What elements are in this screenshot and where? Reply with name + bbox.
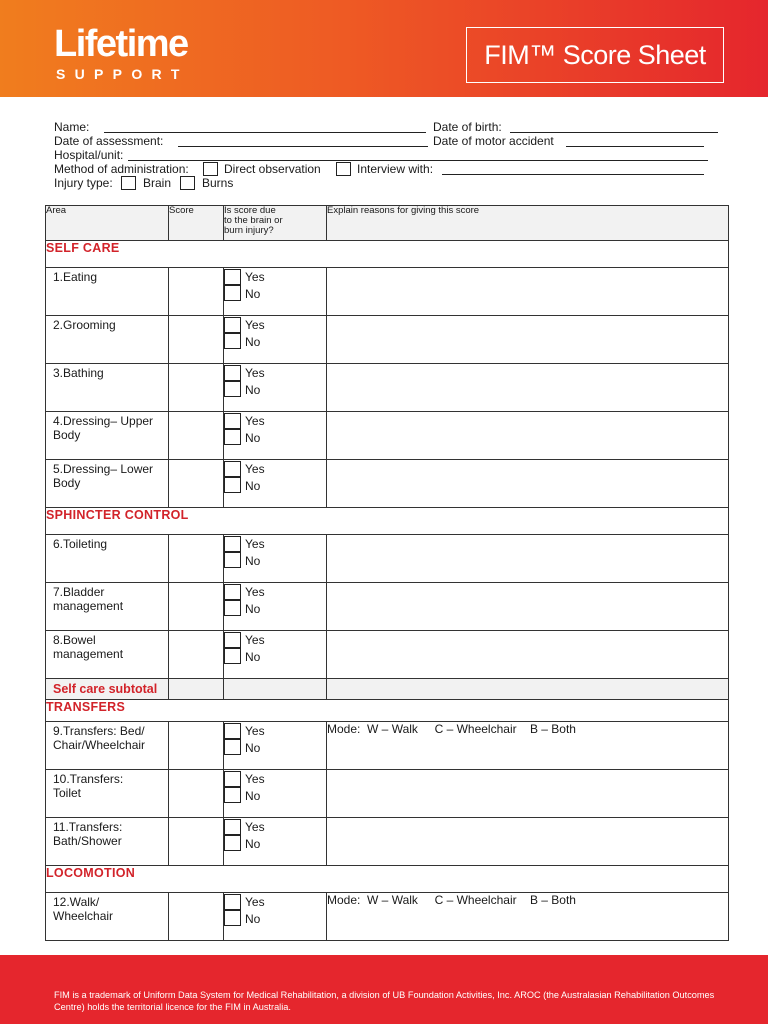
table-row xyxy=(46,412,729,460)
self-care-subtotal-label: Self care subtotal xyxy=(46,679,169,700)
area-bladder xyxy=(46,583,169,631)
mode-options[interactable]: Mode: W – Walk C – Wheelchair B – Both xyxy=(327,893,729,941)
cause-cell xyxy=(224,460,327,508)
footer-banner xyxy=(0,955,768,1024)
cause-cell xyxy=(224,722,327,770)
no-label: No xyxy=(245,788,261,803)
subtotal-row xyxy=(46,679,729,700)
no-label: No xyxy=(245,334,261,349)
direct-observation-label: Direct observation xyxy=(224,162,321,176)
area-grooming xyxy=(46,316,169,364)
no-checkbox[interactable] xyxy=(224,739,241,755)
yes-checkbox[interactable] xyxy=(224,413,241,429)
yes-checkbox[interactable] xyxy=(224,819,241,835)
no-checkbox[interactable] xyxy=(224,600,241,616)
yes-checkbox[interactable] xyxy=(224,461,241,477)
explain-cell[interactable] xyxy=(327,316,729,364)
score-cell[interactable] xyxy=(169,722,224,770)
area-text: Wheelchair xyxy=(53,909,114,923)
table-row xyxy=(46,722,729,770)
area-text: 11.Transfers: xyxy=(53,820,123,834)
header-cause-line: Is score due xyxy=(224,205,276,216)
area-transfers-bath xyxy=(46,818,169,866)
no-checkbox[interactable] xyxy=(224,910,241,926)
area-text: 12.Walk/ xyxy=(53,895,100,909)
burns-label: Burns xyxy=(202,176,234,190)
no-checkbox[interactable] xyxy=(224,381,241,397)
brain-checkbox[interactable] xyxy=(121,176,136,190)
yes-checkbox[interactable] xyxy=(224,723,241,739)
no-label: No xyxy=(245,649,261,664)
footer-trademark-text: FIM is a trademark of Uniform Data System for Medical Rehabilitation, a division of UB Foundation Activities, Inc. AROC (the Australasian Rehabilitation Outcomes Centre) holds the territorial licence for the FIM in Australia. xyxy=(54,990,715,1012)
subtotal-explain-cell xyxy=(327,679,729,700)
mode-options[interactable]: Mode: W – Walk C – Wheelchair B – Both xyxy=(327,722,729,770)
direct-observation-checkbox[interactable] xyxy=(203,162,218,176)
score-cell[interactable] xyxy=(169,818,224,866)
name-label: Name: xyxy=(54,120,90,134)
area-text: management xyxy=(53,647,124,661)
accident-date-label: Date of motor accident xyxy=(433,134,554,148)
explain-cell[interactable] xyxy=(327,583,729,631)
cause-cell xyxy=(224,770,327,818)
explain-cell[interactable] xyxy=(327,818,729,866)
table-row xyxy=(46,316,729,364)
no-label: No xyxy=(245,430,261,445)
yes-checkbox[interactable] xyxy=(224,536,241,552)
name-field[interactable] xyxy=(104,132,426,133)
area-text: Body xyxy=(53,476,81,490)
yes-label: Yes xyxy=(245,317,265,332)
subtotal-cause-cell xyxy=(224,679,327,700)
no-checkbox[interactable] xyxy=(224,285,241,301)
area-dressing-lower xyxy=(46,460,169,508)
explain-cell[interactable] xyxy=(327,268,729,316)
no-label: No xyxy=(245,553,261,568)
area-text: 6.Toileting xyxy=(53,537,108,551)
yes-label: Yes xyxy=(245,536,265,551)
area-transfers-bed xyxy=(46,722,169,770)
no-checkbox[interactable] xyxy=(224,787,241,803)
yes-checkbox[interactable] xyxy=(224,269,241,285)
table-row xyxy=(46,364,729,412)
page-title: FIM™ Score Sheet xyxy=(466,27,724,83)
score-cell[interactable] xyxy=(169,364,224,412)
dob-field[interactable] xyxy=(510,132,718,133)
table-row xyxy=(46,818,729,866)
logo-lifetime: Lifetime xyxy=(54,23,188,65)
no-checkbox[interactable] xyxy=(224,429,241,445)
header-area: Area xyxy=(46,206,169,241)
header-banner xyxy=(0,0,768,97)
accident-date-field[interactable] xyxy=(566,146,704,147)
area-text: 2.Grooming xyxy=(53,318,116,332)
area-text: 1.Eating xyxy=(53,270,98,284)
area-text: Chair/Wheelchair xyxy=(53,738,146,752)
no-label: No xyxy=(245,601,261,616)
score-cell[interactable] xyxy=(169,631,224,679)
yes-checkbox[interactable] xyxy=(224,317,241,333)
yes-label: Yes xyxy=(245,413,265,428)
yes-checkbox[interactable] xyxy=(224,584,241,600)
explain-cell[interactable] xyxy=(327,535,729,583)
yes-checkbox[interactable] xyxy=(224,632,241,648)
area-text: 4.Dressing– Upper xyxy=(53,414,154,428)
yes-label: Yes xyxy=(245,365,265,380)
explain-cell[interactable] xyxy=(327,631,729,679)
header-cause-line: to the brain or xyxy=(224,215,283,226)
table-row xyxy=(46,631,729,679)
cause-cell xyxy=(224,893,327,941)
table-row xyxy=(46,460,729,508)
no-checkbox[interactable] xyxy=(224,333,241,349)
explain-cell[interactable] xyxy=(327,364,729,412)
cause-cell xyxy=(224,535,327,583)
injury-type-label: Injury type: xyxy=(54,176,113,190)
area-text: 5.Dressing– Lower xyxy=(53,462,154,476)
burns-checkbox[interactable] xyxy=(180,176,195,190)
score-cell[interactable] xyxy=(169,316,224,364)
table-row xyxy=(46,535,729,583)
score-cell[interactable] xyxy=(169,268,224,316)
header-cause-line: burn injury? xyxy=(224,225,274,236)
interview-checkbox[interactable] xyxy=(336,162,351,176)
no-checkbox[interactable] xyxy=(224,552,241,568)
area-text: 10.Transfers: xyxy=(53,772,124,786)
score-cell[interactable] xyxy=(169,535,224,583)
cause-cell xyxy=(224,364,327,412)
area-text: Toilet xyxy=(53,786,82,800)
interview-field[interactable] xyxy=(442,174,704,175)
assessment-date-label: Date of assessment: xyxy=(54,134,164,148)
yes-checkbox[interactable] xyxy=(224,365,241,381)
explain-cell[interactable] xyxy=(327,412,729,460)
yes-label: Yes xyxy=(245,269,265,284)
yes-label: Yes xyxy=(245,894,265,909)
header-score: Score xyxy=(169,206,224,241)
area-text: 8.Bowel xyxy=(53,633,96,647)
no-label: No xyxy=(245,836,261,851)
no-label: No xyxy=(245,740,261,755)
interview-label: Interview with: xyxy=(357,162,434,176)
no-label: No xyxy=(245,911,261,926)
explain-cell[interactable] xyxy=(327,460,729,508)
logo-support: SUPPORT xyxy=(56,66,189,82)
table-row xyxy=(46,268,729,316)
section-sphincter-control: SPHINCTER CONTROL xyxy=(46,508,729,535)
cause-cell xyxy=(224,583,327,631)
yes-label: Yes xyxy=(245,584,265,599)
table-row xyxy=(46,893,729,941)
no-checkbox[interactable] xyxy=(224,648,241,664)
subtotal-score-cell[interactable] xyxy=(169,679,224,700)
area-bathing xyxy=(46,364,169,412)
area-text: 7.Bladder xyxy=(53,585,105,599)
area-toileting xyxy=(46,535,169,583)
yes-label: Yes xyxy=(245,771,265,786)
yes-label: Yes xyxy=(245,723,265,738)
yes-label: Yes xyxy=(245,461,265,476)
section-transfers: TRANSFERS xyxy=(46,700,729,722)
no-label: No xyxy=(245,286,261,301)
yes-checkbox[interactable] xyxy=(224,894,241,910)
yes-label: Yes xyxy=(245,632,265,647)
score-cell[interactable] xyxy=(169,412,224,460)
explain-cell[interactable] xyxy=(327,770,729,818)
dob-label: Date of birth: xyxy=(433,120,502,134)
header-cause xyxy=(224,206,327,241)
table-row xyxy=(46,770,729,818)
cause-cell xyxy=(224,412,327,460)
brain-label: Brain xyxy=(143,176,172,190)
cause-cell xyxy=(224,316,327,364)
cause-cell xyxy=(224,268,327,316)
area-walk-wheelchair xyxy=(46,893,169,941)
hospital-field[interactable] xyxy=(128,160,708,161)
section-self-care: SELF CARE xyxy=(46,241,729,268)
area-text: Body xyxy=(53,428,81,442)
area-text: Bath/Shower xyxy=(53,834,122,848)
score-cell[interactable] xyxy=(169,893,224,941)
yes-checkbox[interactable] xyxy=(224,771,241,787)
area-text: 3.Bathing xyxy=(53,366,104,380)
area-bowel xyxy=(46,631,169,679)
score-cell[interactable] xyxy=(169,460,224,508)
no-checkbox[interactable] xyxy=(224,835,241,851)
hospital-label: Hospital/unit: xyxy=(54,148,124,162)
header-explain: Explain reasons for giving this score xyxy=(327,206,729,241)
area-eating xyxy=(46,268,169,316)
no-label: No xyxy=(245,382,261,397)
section-locomotion: LOCOMOTION xyxy=(46,866,729,893)
assessment-date-field[interactable] xyxy=(178,146,428,147)
area-dressing-upper xyxy=(46,412,169,460)
cause-cell xyxy=(224,818,327,866)
yes-label: Yes xyxy=(245,819,265,834)
area-text: management xyxy=(53,599,124,613)
no-checkbox[interactable] xyxy=(224,477,241,493)
method-label: Method of administration: xyxy=(54,162,189,176)
table-row xyxy=(46,583,729,631)
area-transfers-toilet xyxy=(46,770,169,818)
score-cell[interactable] xyxy=(169,583,224,631)
area-text: 9.Transfers: Bed/ xyxy=(53,724,145,738)
score-cell[interactable] xyxy=(169,770,224,818)
no-label: No xyxy=(245,478,261,493)
cause-cell xyxy=(224,631,327,679)
fim-score-table xyxy=(45,205,729,941)
